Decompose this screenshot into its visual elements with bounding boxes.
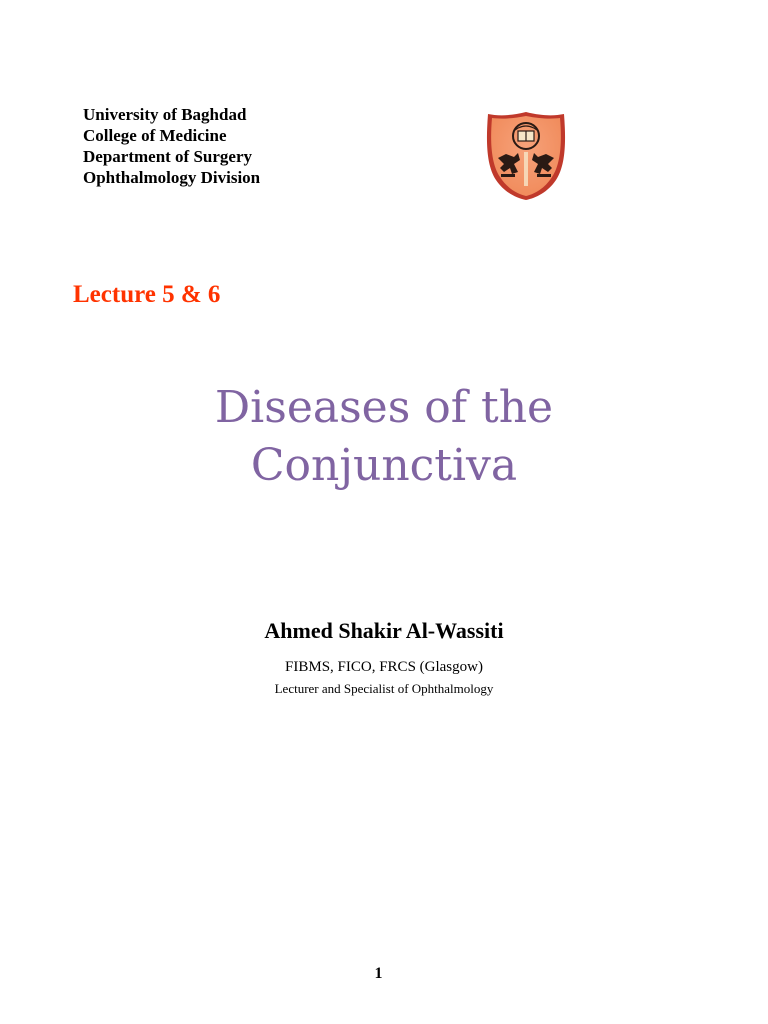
lecture-number: Lecture 5 & 6: [73, 281, 221, 308]
lecture-title: [0, 379, 768, 495]
lecture-title-line-1: Diseases of the: [214, 382, 554, 434]
university-name: University of Baghdad: [83, 105, 247, 124]
institution-block: [83, 104, 260, 188]
author-name: Ahmed Shakir Al-Wassiti: [264, 618, 504, 643]
department-name: Department of Surgery: [83, 147, 253, 166]
university-shield-crest-icon: [484, 110, 568, 202]
division-name: Ophthalmology Division: [83, 168, 261, 187]
college-name: College of Medicine: [83, 126, 227, 145]
author-qualifications: FIBMS, FICO, FRCS (Glasgow): [285, 659, 483, 675]
lecture-title-line-2: Conjunctiva: [250, 440, 518, 492]
author-position: Lecturer and Specialist of Ophthalmology: [274, 681, 494, 696]
page-number: 1: [374, 965, 383, 982]
shield-center-band: [524, 152, 528, 186]
